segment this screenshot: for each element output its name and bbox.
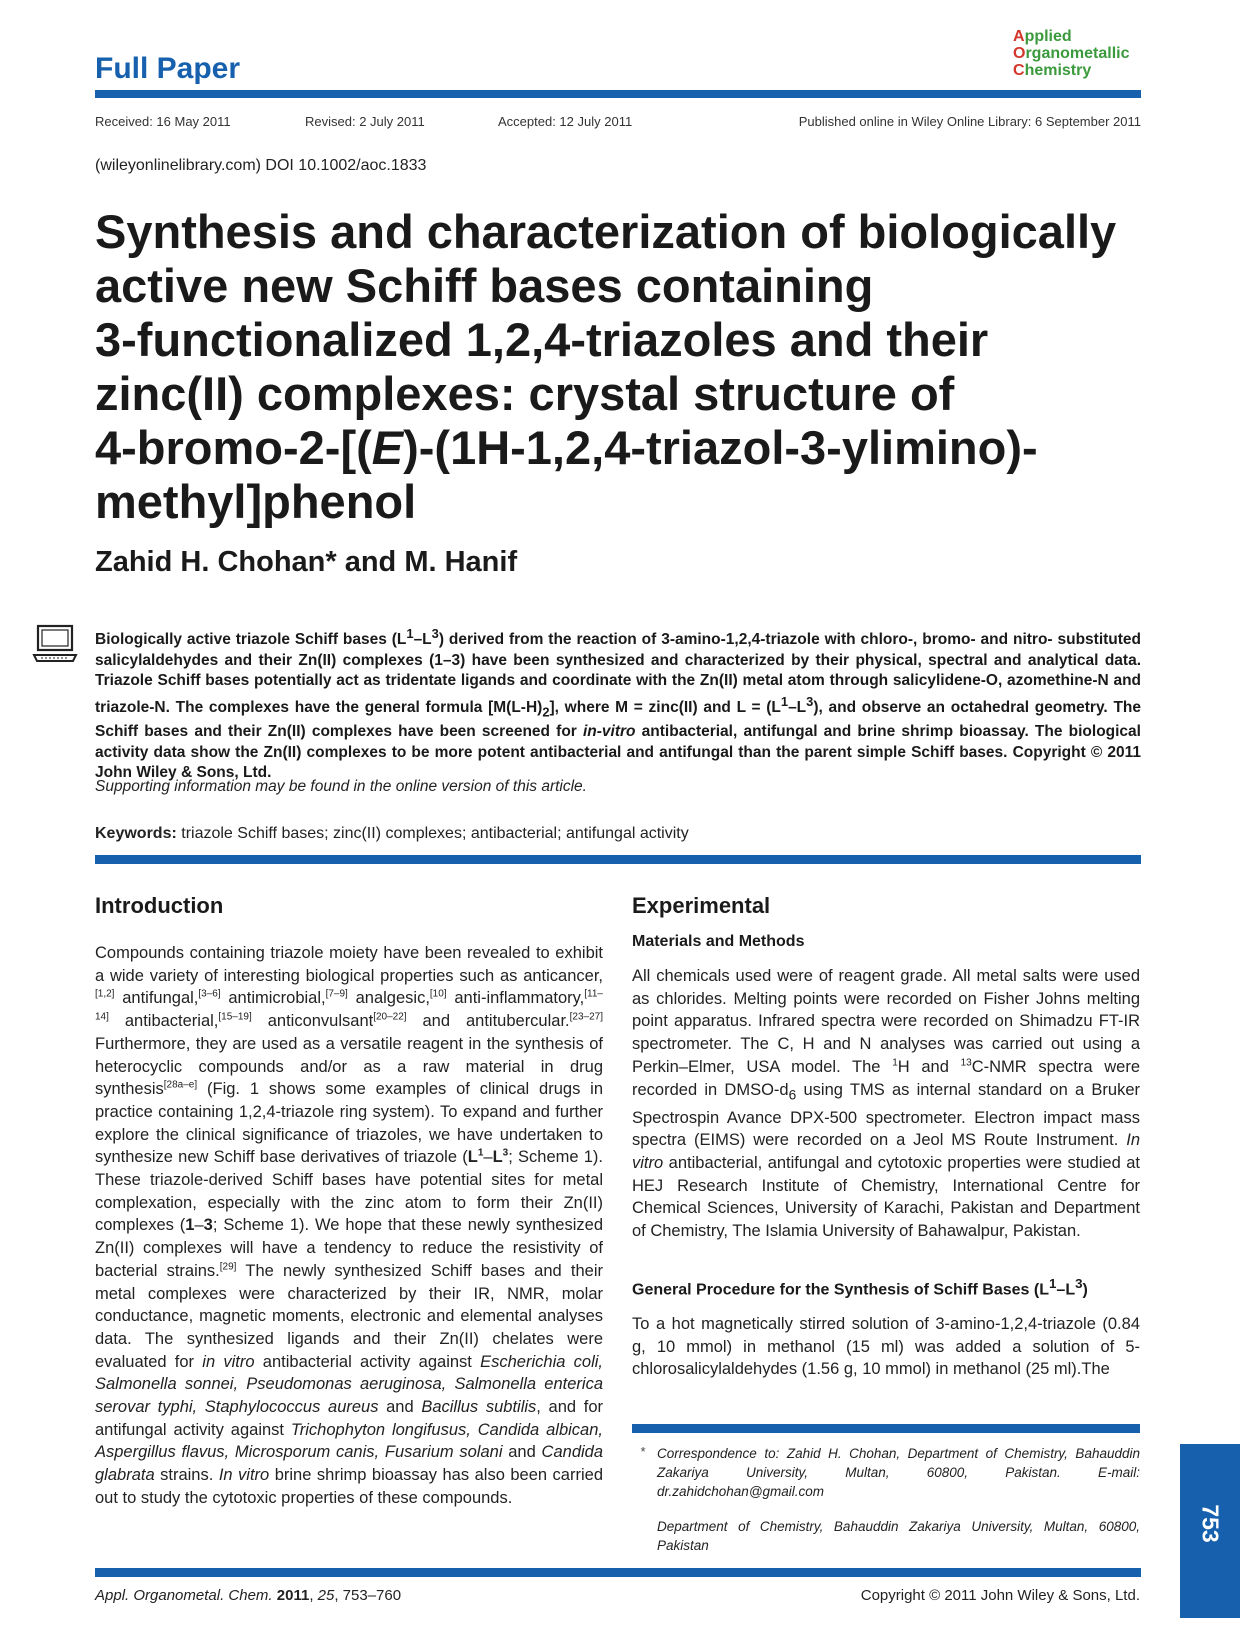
introduction-text: Compounds containing triazole moiety have been revealed to exhibit a wide variety of interesting biological properties such as anticancer,[1,2] antifungal,[3–6] antimicrobial,[7–9] analgesic,[10] anti-inflammatory,[11–14] antibacterial,[15–19] anticonvulsant[20–22] and antitubercular.[23–27] Furthermore, they are used as a versatile reagent in the synthesis of heterocyclic compounds and/or as a raw material in drug synthesis[28a–e] (Fig. 1 shows some examples of clinical drugs in practice containing 1,2,4-triazole ring system). To expand and further explore the clinical significance of triazoles, we have undertaken to synthesize new Schiff base derivatives of triazole ($L^1-L^3$; Scheme 1). These triazole-derived Schiff bases have potential sites for metal complexation, especially with the zinc atom to form their Zn(II) complexes (1–3; Scheme 1). We hope that these newly synthesized Zn(II) complexes will have a tendency to reduce the resistivity of bacterial strains.[29] The newly synthesized Schiff bases and their metal complexes were characterized by their IR, NMR, molar conductance, magnetic moments, electronic and elemental analyses data. The synthesized ligands and their Zn(II) chelates were evaluated for in vitro antibacterial activity against Escherichia coli, Salmonella sonnei, Pseudomonas aeruginosa, Salmonella enterica serovar typhi, Staphylococcus aureus and Bacillus subtilis, and for antifungal activity against Trichophyton longifusus, Candida albican, Aspergillus flavus, Microsporum canis, Fusarium solani and Candida glabrata strains. In vitro brine shrimp bioassay has also been carried out to study the cytotoxic properties of these compounds. (95, 944, 604, 1507)
affiliation: Department of Chemistry, Bahauddin Zakariya University, Multan, 60800, Pakistan (657, 1519, 1140, 1553)
introduction-heading: Introduction (95, 893, 224, 918)
correspondence: Correspondence to: Zahid H. Chohan, Department of Chemistry, Bahauddin Zakariya University, Multan, 60800, Pakistan. E-mail: dr.zahidchohan@gmail.com (657, 1446, 1140, 1499)
computer-icon (32, 624, 78, 664)
experimental-column (632, 893, 1140, 1381)
authors: Zahid H. Chohan* and M. Hanif (95, 546, 518, 578)
footnote-rule (632, 1424, 1140, 1433)
journal-logo (1013, 28, 1143, 79)
page-number: 753 (1197, 1504, 1224, 1543)
citation: Appl. Organometal. Chem. 2011, 25, 753–760 (95, 1587, 402, 1604)
dates-row (95, 114, 1141, 132)
experimental-heading: Experimental (632, 893, 771, 918)
copyright: Copyright © 2011 John Wiley & Sons, Ltd. (860, 1587, 1140, 1604)
section-rule (95, 855, 1141, 864)
introduction-column (95, 893, 603, 1510)
accepted-date: Accepted: 12 July 2011 (498, 114, 633, 129)
revised-date: Revised: 2 July 2011 (305, 114, 425, 129)
materials-methods-text: All chemicals used were of reagent grade. All metal salts were used as chlorides. Melting points were recorded on Fisher Johns melting point apparatus. Infrared spectra were recorded on Shimadzu FT-IR spectrometer. The C, H and N analyses was carried out using a Perkin–Elmer, USA model. The $^1$H and $^{13}$C-NMR spectra were recorded in DMSO-$d_6$ using TMS as internal standard on a Bruker Spectrospin Avance DPX-500 spectrometer. Electron impact mass spectra (EIMS) were recorded on a Jeol MS Route Instrument. In vitro antibacterial, antifungal and cytotoxic properties were studied at HEJ Research Institute of Chemistry, International Centre for Chemical Sciences, University of Karachi, Pakistan and Department of Chemistry, The Islamia University of Bahawalpur, Pakistan. (632, 967, 1140, 1241)
footnote (657, 1444, 1140, 1555)
footer-rule (95, 1568, 1141, 1577)
doi-line[interactable]: (wileyonlinelibrary.com) DOI 10.1002/aoc.1833 (95, 157, 427, 174)
general-procedure-heading: General Procedure for the Synthesis of Schiff Bases $(L^1-L^3)$ (632, 1275, 1088, 1299)
logo-line-1: Applied (1013, 28, 1072, 45)
materials-methods-heading: Materials and Methods (632, 933, 805, 950)
general-procedure-text: To a hot magnetically stirred solution of 3-amino-1,2,4-triazole (0.84 g, 10 mmol) in methanol (15 ml) was added a solution of 5-chlorosalicylaldehydes (1.56 g, 10 mmol) in methanol (25 ml).The (632, 1315, 1140, 1379)
supporting-info: Supporting information may be found in the online version of this article. (95, 778, 587, 795)
abstract: Biologically active triazole Schiff bases $(L^1-L^3)$ derived from the reaction of 3-amino-1,2,4-triazole with chloro-, bromo- and nitro- substituted salicylaldehydes and their Zn(II) complexes (1–3) have been synthesized and characterized by their physical, spectral and analytical data. Triazole Schiff bases potentially act as tridentate ligands and coordinate with the Zn(II) metal atom through salicylidene-O, azomethine-N and triazole-N. The complexes have the general formula $[M(L-H)_2]$, where M = zinc(II) and $L = (L^1-L^3)$, and observe an octahedral geometry. The Schiff bases and their Zn(II) complexes have been screened for in-vitro antibacterial, antifungal and brine shrimp bioassay. The biological activity data show the Zn(II) complexes to be more potent antibacterial and antifungal than the parent simple Schiff bases. Copyright © 2011 John Wiley & Sons, Ltd. (95, 626, 1141, 782)
logo-line-2: Organometallic (1013, 45, 1130, 62)
article-title: Synthesis and characterization of biologically active new Schiff bases containing 3-functionalized 1,2,4-triazoles and their zinc(II) complexes: crystal structure of 4-bromo-2-[(E)-(1H-1,2,4-triazol-3-ylimino)- methyl]phenol (95, 205, 1117, 528)
keywords: Keywords: triazole Schiff bases; zinc(II) complexes; antibacterial; antifungal activity (95, 825, 689, 842)
received-date: Received: 16 May 2011 (95, 114, 231, 129)
section-label: Full Paper (95, 52, 241, 85)
published-date: Published online in Wiley Online Library: 6 September 2011 (798, 114, 1141, 129)
logo-line-3: Chemistry (1013, 62, 1092, 79)
header-rule (95, 90, 1141, 98)
footnote-marker: * (640, 1444, 646, 1459)
